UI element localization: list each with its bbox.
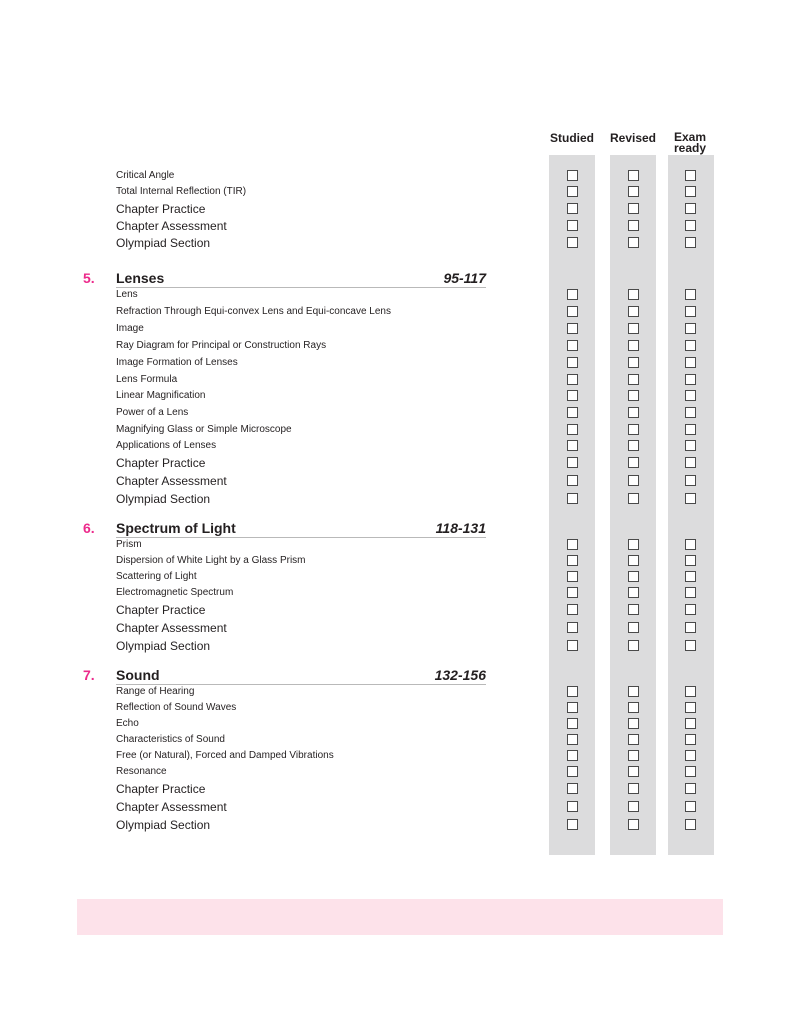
revised-checkbox[interactable]	[628, 493, 639, 504]
revised-checkbox[interactable]	[628, 571, 639, 582]
studied-checkbox[interactable]	[567, 571, 578, 582]
studied-checkbox[interactable]	[567, 357, 578, 368]
studied-checkbox[interactable]	[567, 718, 578, 729]
topic-label: Chapter Practice	[116, 202, 206, 216]
revised-checkbox[interactable]	[628, 734, 639, 745]
topic-label: Chapter Assessment	[116, 219, 227, 233]
studied-checkbox[interactable]	[567, 801, 578, 812]
topic-label: Applications of Lenses	[116, 440, 217, 451]
exam-ready-checkbox[interactable]	[685, 702, 696, 713]
column-header-studied: Studied	[550, 131, 594, 145]
studied-checkbox[interactable]	[567, 555, 578, 566]
studied-checkbox[interactable]	[567, 734, 578, 745]
exam-ready-checkbox[interactable]	[685, 440, 696, 451]
studied-checkbox[interactable]	[567, 493, 578, 504]
topic-label: Lens Formula	[116, 374, 178, 385]
revised-checkbox[interactable]	[628, 801, 639, 812]
studied-checkbox[interactable]	[567, 237, 578, 248]
revised-checkbox[interactable]	[628, 766, 639, 777]
chapter-divider	[116, 537, 486, 538]
revised-checkbox[interactable]	[628, 340, 639, 351]
topic-label: Chapter Practice	[116, 782, 206, 796]
topic-label: Image	[116, 323, 144, 334]
topic-label: Chapter Practice	[116, 603, 206, 617]
exam-ready-checkbox[interactable]	[685, 783, 696, 794]
revised-checkbox[interactable]	[628, 539, 639, 550]
topic-label: Echo	[116, 718, 139, 729]
topic-label: Characteristics of Sound	[116, 734, 225, 745]
topic-label: Olympiad Section	[116, 639, 211, 653]
revised-checkbox[interactable]	[628, 357, 639, 368]
exam-ready-checkbox[interactable]	[685, 306, 696, 317]
chapter-page-range: 118-131	[435, 520, 486, 536]
chapter-number: 6.	[83, 520, 95, 536]
exam-ready-checkbox[interactable]	[685, 686, 696, 697]
column-header-revised: Revised	[609, 131, 657, 145]
revised-checkbox[interactable]	[628, 587, 639, 598]
studied-checkbox[interactable]	[567, 289, 578, 300]
studied-checkbox[interactable]	[567, 440, 578, 451]
topic-label: Lens	[116, 289, 138, 300]
revised-checkbox[interactable]	[628, 374, 639, 385]
chapter-divider	[116, 684, 486, 685]
footer-band	[77, 899, 723, 935]
revised-checkbox[interactable]	[628, 750, 639, 761]
studied-checkbox[interactable]	[567, 750, 578, 761]
exam-ready-checkbox[interactable]	[685, 555, 696, 566]
topic-label: Dispersion of White Light by a Glass Prism	[116, 555, 306, 566]
studied-checkbox[interactable]	[567, 686, 578, 697]
exam-ready-checkbox[interactable]	[685, 734, 696, 745]
chapter-number: 5.	[83, 270, 95, 286]
topic-label: Scattering of Light	[116, 571, 197, 582]
studied-checkbox[interactable]	[567, 766, 578, 777]
chapter-page-range: 132-156	[434, 667, 486, 683]
exam-ready-checkbox[interactable]	[685, 203, 696, 214]
topic-label: Chapter Assessment	[116, 474, 227, 488]
chapter-title: Lenses	[116, 270, 165, 286]
exam-ready-checkbox[interactable]	[685, 374, 696, 385]
revised-checkbox[interactable]	[628, 237, 639, 248]
studied-checkbox[interactable]	[567, 622, 578, 633]
studied-checkbox[interactable]	[567, 819, 578, 830]
exam-ready-checkbox[interactable]	[685, 357, 696, 368]
topic-label: Chapter Practice	[116, 456, 206, 470]
studied-checkbox[interactable]	[567, 702, 578, 713]
exam-ready-checkbox[interactable]	[685, 604, 696, 615]
exam-ready-checkbox[interactable]	[685, 801, 696, 812]
chapter-title: Sound	[116, 667, 160, 683]
studied-checkbox[interactable]	[567, 539, 578, 550]
exam-ready-checkbox[interactable]	[685, 457, 696, 468]
studied-checkbox[interactable]	[567, 587, 578, 598]
exam-ready-checkbox[interactable]	[685, 390, 696, 401]
exam-ready-checkbox[interactable]	[685, 766, 696, 777]
exam-ready-checkbox[interactable]	[685, 220, 696, 231]
column-header-exam-ready: Exam ready	[673, 130, 707, 155]
studied-checkbox[interactable]	[567, 783, 578, 794]
exam-ready-checkbox[interactable]	[685, 475, 696, 486]
studied-checkbox[interactable]	[567, 186, 578, 197]
topic-label: Ray Diagram for Principal or Construction Rays	[116, 340, 327, 351]
revised-checkbox[interactable]	[628, 686, 639, 697]
revised-checkbox[interactable]	[628, 475, 639, 486]
topic-label: Free (or Natural), Forced and Damped Vibrations	[116, 750, 334, 761]
topic-label: Olympiad Section	[116, 818, 211, 832]
exam-ready-checkbox[interactable]	[685, 407, 696, 418]
topic-label: Critical Angle	[116, 170, 175, 181]
studied-checkbox[interactable]	[567, 374, 578, 385]
topic-label: Olympiad Section	[116, 236, 211, 250]
exam-ready-checkbox[interactable]	[685, 289, 696, 300]
exam-ready-checkbox[interactable]	[685, 170, 696, 181]
studied-checkbox[interactable]	[567, 220, 578, 231]
studied-checkbox[interactable]	[567, 323, 578, 334]
exam-ready-checkbox[interactable]	[685, 186, 696, 197]
revised-checkbox[interactable]	[628, 440, 639, 451]
chapter-divider	[116, 287, 486, 288]
revised-checkbox[interactable]	[628, 702, 639, 713]
studied-checkbox[interactable]	[567, 390, 578, 401]
studied-checkbox[interactable]	[567, 604, 578, 615]
topic-label: Range of Hearing	[116, 686, 195, 697]
chapter-page-range: 95-117	[443, 270, 486, 286]
topic-label: Magnifying Glass or Simple Microscope	[116, 424, 292, 435]
revised-checkbox[interactable]	[628, 170, 639, 181]
studied-checkbox[interactable]	[567, 475, 578, 486]
revised-checkbox[interactable]	[628, 220, 639, 231]
topic-label: Olympiad Section	[116, 492, 211, 506]
revised-checkbox[interactable]	[628, 289, 639, 300]
revised-checkbox[interactable]	[628, 819, 639, 830]
exam-ready-checkbox[interactable]	[685, 340, 696, 351]
exam-ready-checkbox[interactable]	[685, 819, 696, 830]
studied-checkbox[interactable]	[567, 203, 578, 214]
revised-checkbox[interactable]	[628, 306, 639, 317]
revised-checkbox[interactable]	[628, 783, 639, 794]
topic-label: Chapter Assessment	[116, 800, 227, 814]
topic-label: Image Formation of Lenses	[116, 357, 238, 368]
studied-checkbox[interactable]	[567, 457, 578, 468]
topic-label: Total Internal Reflection (TIR)	[116, 186, 247, 197]
revised-checkbox[interactable]	[628, 424, 639, 435]
topic-label: Linear Magnification	[116, 390, 206, 401]
revised-checkbox[interactable]	[628, 555, 639, 566]
revised-checkbox[interactable]	[628, 390, 639, 401]
revised-checkbox[interactable]	[628, 622, 639, 633]
revised-checkbox[interactable]	[628, 323, 639, 334]
revised-checkbox[interactable]	[628, 457, 639, 468]
exam-ready-checkbox[interactable]	[685, 571, 696, 582]
exam-ready-checkbox[interactable]	[685, 640, 696, 651]
exam-ready-checkbox[interactable]	[685, 493, 696, 504]
revised-checkbox[interactable]	[628, 203, 639, 214]
studied-checkbox[interactable]	[567, 170, 578, 181]
exam-ready-checkbox[interactable]	[685, 237, 696, 248]
chapter-number: 7.	[83, 667, 95, 683]
exam-ready-checkbox[interactable]	[685, 323, 696, 334]
studied-checkbox[interactable]	[567, 340, 578, 351]
revised-checkbox[interactable]	[628, 718, 639, 729]
topic-label: Refraction Through Equi-convex Lens and Equi-concave Lens	[116, 306, 391, 317]
revised-checkbox[interactable]	[628, 407, 639, 418]
exam-ready-checkbox[interactable]	[685, 587, 696, 598]
exam-ready-checkbox[interactable]	[685, 424, 696, 435]
topic-label: Prism	[116, 539, 142, 550]
revised-checkbox[interactable]	[628, 604, 639, 615]
topic-label: Resonance	[116, 766, 167, 777]
chapter-title: Spectrum of Light	[116, 520, 236, 536]
revised-checkbox[interactable]	[628, 186, 639, 197]
topic-label: Electromagnetic Spectrum	[116, 587, 234, 598]
revised-checkbox[interactable]	[628, 640, 639, 651]
studied-checkbox[interactable]	[567, 306, 578, 317]
studied-checkbox[interactable]	[567, 640, 578, 651]
exam-ready-checkbox[interactable]	[685, 718, 696, 729]
topic-label: Reflection of Sound Waves	[116, 702, 237, 713]
exam-ready-checkbox[interactable]	[685, 750, 696, 761]
studied-checkbox[interactable]	[567, 407, 578, 418]
studied-checkbox[interactable]	[567, 424, 578, 435]
exam-ready-checkbox[interactable]	[685, 622, 696, 633]
topic-label: Power of a Lens	[116, 407, 189, 418]
exam-ready-checkbox[interactable]	[685, 539, 696, 550]
topic-label: Chapter Assessment	[116, 621, 227, 635]
